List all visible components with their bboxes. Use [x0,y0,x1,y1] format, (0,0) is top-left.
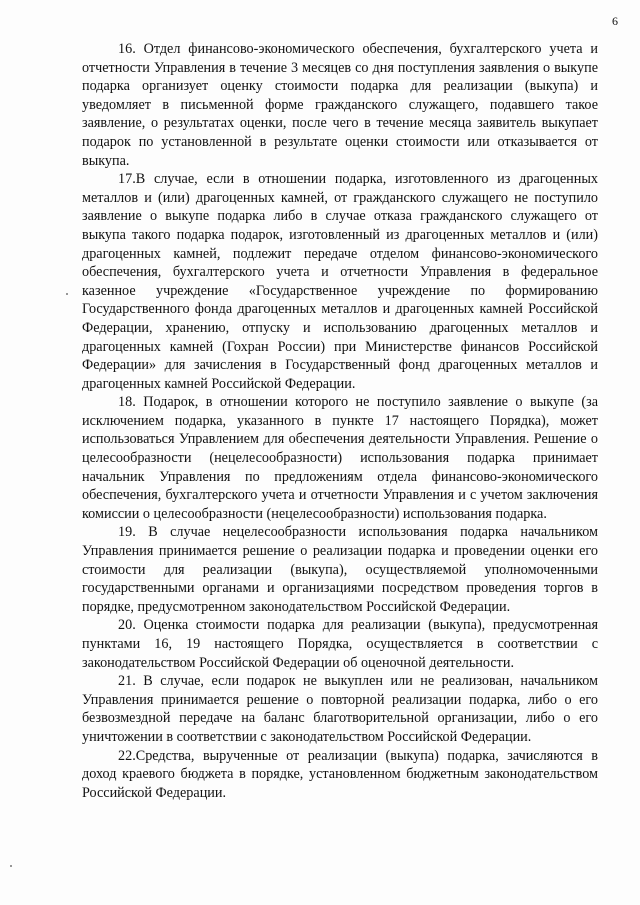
document-body [82,40,598,802]
paragraph-21: 21. В случае, если подарок не выкуплен или не реализован, начальником Управления принимается решение о повторной реализации подарка, либо о его безвозмездной передаче на баланс благотворительной организации, либо о его уничтожении в соответствии с законодательством Российской Федерации. [82,673,598,745]
paragraph-19: 19. В случае нецелесообразности использования подарка начальником Управления принимается решение о реализации подарка и проведении оценки его стоимости для реализации (выкупа), осуществляемой уполномоченными государственными органами и организациями посредством проведения торгов в порядке, предусмотренном законодательством Российской Федерации. [82,524,598,615]
scan-artifact-dot [10,865,12,867]
paragraph-16: 16. Отдел финансово-экономического обеспечения, бухгалтерского учета и отчетности Управления в течение 3 месяцев со дня поступления заявления о выкупе подарка организует оценку стоимости подарка для реализации (выкупа) и уведомляет в письменной форме гражданского служащего, подавшего такое заявление, о результатах оценки, после чего в течение месяца заявитель выкупает подарок по установленной в результате оценки стоимости или отказывается от выкупа. [82,41,598,169]
paragraph-20: 20. Оценка стоимости подарка для реализации (выкупа), предусмотренная пунктами 16, 19 настоящего Порядка, осуществляется в соответствии с законодательством Российской Федерации об оценочной деятельности. [82,617,598,671]
page-number: 6 [612,14,618,28]
paragraph-18: 18. Подарок, в отношении которого не поступило заявление о выкупе (за исключением подарка, указанного в пункте 17 настоящего Порядка), может использоваться Управлением для обеспечения деятельности Управления. Решение о целесообразности (нецелесообразности) использования подарка принимает начальник Управления по предложениям отдела финансово-экономического обеспечения, бухгалтерского учета и отчетности Управления и с учетом заключения комиссии о целесообразности (нецелесообразности) использования подарка. [82,394,598,522]
paragraph-22: 22.Средства, вырученные от реализации (выкупа) подарка, зачисляются в доход краевого бюджета в порядке, установленном бюджетным законодательством Российской Федерации. [82,747,598,801]
scan-artifact-dot [66,293,68,295]
paragraph-17: 17.В случае, если в отношении подарка, изготовленного из драгоценных металлов и (или) драгоценных камней, от гражданского служащего не поступило заявление о выкупе подарка либо в случае отказа гражданского служащего от выкупа такого подарка подарок, изготовленный из драгоценных металлов и (или) драгоценных камней, подлежит передаче отделом финансово-экономического обеспечения, бухгалтерского учета и отчетности Управления в федеральное казенное учреждение «Государственное учреждение по формированию Государственного фонда драгоценных металлов и драгоценных камней Российской Федерации, хранению, отпуску и использованию драгоценных металлов и драгоценных камней (Гохран России) при Министерстве финансов Российской Федерации» для зачисления в Государственный фонд драгоценных металлов и драгоценных камней Российской Федерации. [82,171,598,392]
